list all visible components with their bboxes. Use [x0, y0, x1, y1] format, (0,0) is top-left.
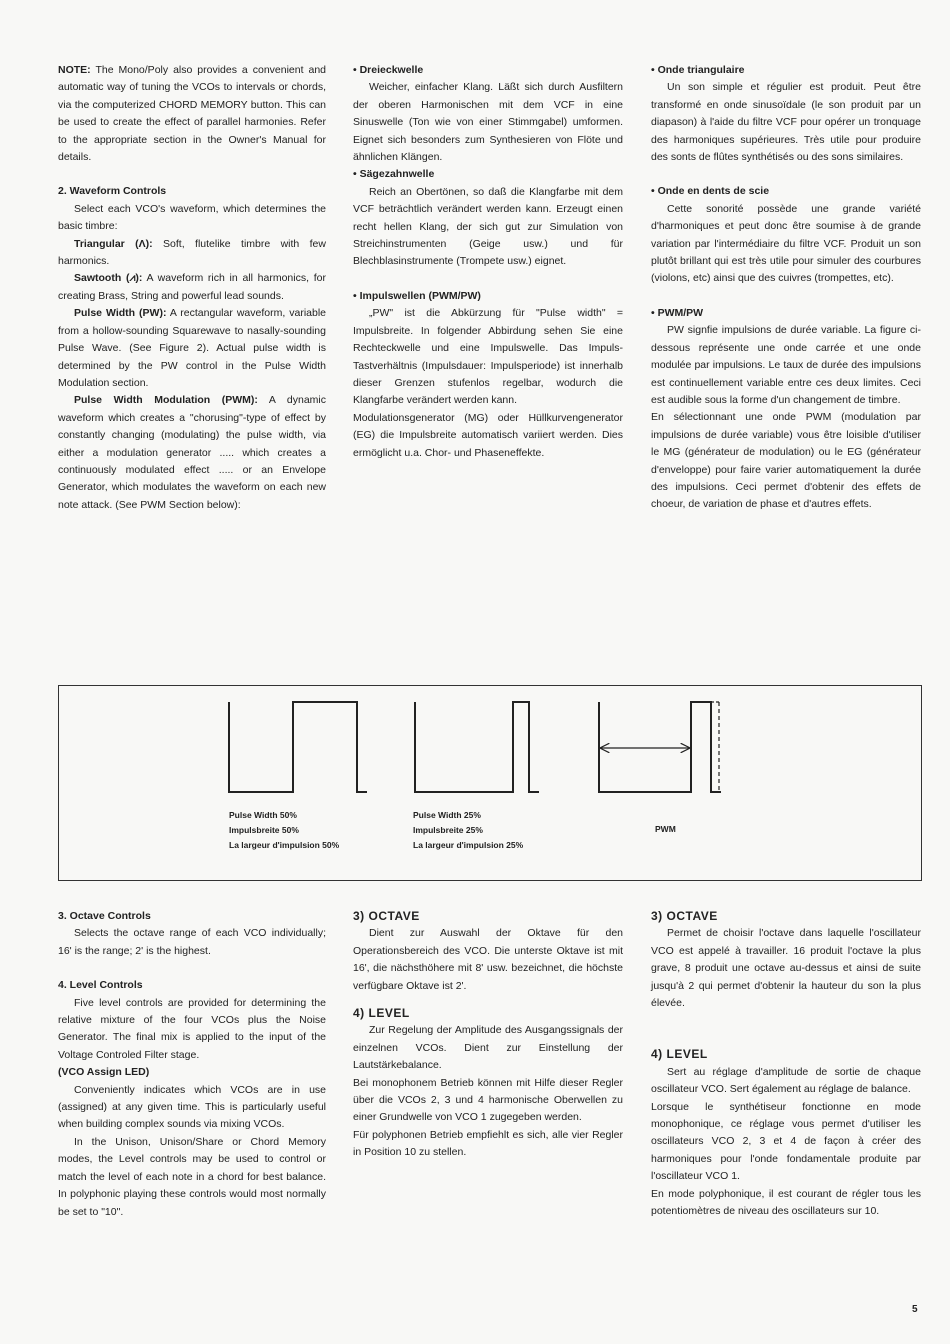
pwm-wave [599, 702, 721, 792]
caption-pulse-25: Pulse Width 25% Impulsbreite 25% La largeur d'impulsion 25% [413, 810, 524, 850]
saege-heading: • Sägezahnwelle [353, 168, 435, 181]
octave-heading-en: 3. Octave Controls [58, 910, 151, 922]
french-bottom-column [651, 908, 921, 1221]
level-text-fr: Sert au réglage d'amplitude de sortie de chaque oscillateur VCO. Sert également au réglage de balance. [651, 1065, 921, 1096]
pwm-text-1: PW signfie impulsions de durée variable. La figure ci-dessous représente une onde carrée et une onde modulée par impulsions. Le taux de durée des impulsions est continuellement variable entre ces deux limites. Ceci est audible sous la forme d'un changement de timbre. [651, 324, 921, 406]
onde-scie-text: Cette sonorité possède une grande variété d'harmoniques et peut donc être soumise à de grande variation par l'intermédiaire du filtre VCF. Produit un son plutôt brillant qui est très utile pour simuler des courbures (violons, etc) ainsi que des cuivres (trompettes, etc). [651, 202, 921, 285]
octave-text-de: Dient zur Auswahl der Oktave für den Operationsbereich des VCO. Die unterste Oktave ist mit 16', die nächsthöhere mit 8' usw. bezeichnet, die höchste verfügbare Oktave ist 2'. [353, 927, 623, 992]
level-text-en: Five level controls are provided for determining the relative mixture of the four VCOs plus the Noise Generator. The final mix is applied to the input of the Voltage Controled Filter stage. [58, 996, 326, 1061]
waveform-heading: 2. Waveform Controls [58, 185, 167, 198]
page-number: 5 [912, 1304, 918, 1315]
german-column [353, 62, 623, 462]
level-heading-de: 4) LEVEL [353, 1006, 410, 1021]
german-bottom-column [353, 908, 623, 1162]
level-text-fr-3: En mode polyphonique, il est courant de régler tous les potentiomètres de niveau des oscillateurs sur 10. [651, 1187, 921, 1218]
saege-text: Reich an Obertönen, so daß die Klangfarbe mit dem VCF beträchtlich verändert werden kann. Erzeugt einen recht hellen Klang, der sich gut zur Simulation von Streichinstrumenten (Geige usw.) und für Blechblasinstrumente (Trompete usw.) eignet. [353, 185, 623, 268]
english-bottom-column [58, 908, 326, 1221]
level-text-de-2: Bei monophonem Betrieb können mit Hilfe dieser Regler über die VCOs 2, 3 und 4 harmonische Oberwellen zu einer Grundwelle von VCO 1 zugegeben werden. [353, 1076, 623, 1124]
vco-led-heading: (VCO Assign LED) [58, 1066, 150, 1079]
pwm-paragraph: Pulse Width Modulation (PWM): A dynamic waveform which creates a "chorusing"-type of effect by constantly changing (modulating) the pulse width, via either a modulation generator ..... which creates a continuously modulated effect ..... or an Envelope Generator, which modulates the waveform on each new note attack. (See PWM Section below): [58, 394, 326, 511]
octave-text-en: Selects the octave range of each VCO individually; 16' is the range; 2' is the highest. [58, 927, 326, 957]
unison-text: In the Unison, Unison/Share or Chord Memory modes, the Level controls may be used to control or match the level of each note in a chord for best balance. In polyphonic playing these controls would most normally be set to "10". [58, 1135, 326, 1218]
vco-led-text: Conveniently indicates which VCOs are in use (assigned) at any given time. This is particularly useful when building complex sounds via mixing VCOs. [58, 1083, 326, 1131]
pwm-heading: • PWM/PW [651, 306, 704, 319]
triangular-paragraph: Triangular (Λ): Soft, flutelike timbre with few harmonics. [58, 237, 326, 268]
note-paragraph: NOTE: The Mono/Poly also provides a convenient and automatic way of tuning the VCOs to intervals or chords, via the computerized CHORD MEMORY button. This can be used to create the effect of parallel harmonies. Refer to the appropriate section in the Owner's Manual for details. [58, 64, 326, 164]
level-text-de-3: Für polyphonen Betrieb empfiehlt es sich, alle vier Regler in Position 10 zu stellen. [353, 1128, 623, 1159]
pwm-text-2: En sélectionnant une onde PWM (modulation par impulsions de durée variable) vous être loisible d'utiliser le MG (générateur de modulation) ou le EG (générateur d'enveloppe) pour faire varier automatiquement la durée des impulsions. Ceci permet d'obtenir des effets de choeur, de variation de phase et d'autres effets. [651, 411, 921, 511]
octave-heading-fr: 3) OCTAVE [651, 909, 718, 923]
pulse-25-wave [415, 702, 539, 792]
dreieck-text: Weicher, einfacher Klang. Läßt sich durch Ausfiltern der oberen Harmonischen mit dem VCF in eine Sinuswelle (Ton wie von einer Stimmgabel) umformen. Eignet sich besonders zum Synthesieren von Flöte und ähnlichen Klängen. [353, 81, 623, 164]
pulse-width-figure [58, 685, 922, 881]
octave-heading-de: 3) OCTAVE [353, 909, 420, 923]
level-text-de: Zur Regelung der Amplitude des Ausgangssignals der einzelnen VCOs. Dient zur Einstellung der Lautstärkebalance. [353, 1024, 623, 1072]
pw-paragraph: Pulse Width (PW): A rectangular waveform, variable from a hollow-sounding Squarewave to nasally-sounding Pulse Wave. (See Figure 2). Actual pulse width is determined by the PW control in the Pulse Width Modulation section. [58, 307, 327, 389]
impuls-text-2: Modulationsgenerator (MG) oder Hüllkurvengenerator (EG) die Impulsbreite automatisch variiert werden. Dies ermöglicht u.a. Chor- und Phaseneffekte. [353, 411, 623, 459]
onde-tri-heading: • Onde triangulaire [651, 64, 745, 76]
level-heading-en: 4. Level Controls [58, 979, 143, 992]
caption-pwm: PWM [655, 824, 676, 834]
impuls-heading: • Impulswellen (PWM/PW) [353, 289, 481, 302]
sawtooth-paragraph: Sawtooth (⩘): A waveform rich in all harmonics, for creating Brass, String and powerful lead sounds. [58, 272, 326, 302]
dreieck-heading: • Dreieckwelle [353, 64, 424, 76]
impuls-text: „PW" ist die Abkürzung für "Pulse width" = Impulsbreite. In folgender Abbirdung sehen Sie eine Rechteckwelle und eine Impulswelle. Das Impuls-Tastverhältnis (Impulsdauer: Impulsperiode) ist innerhalb dieser Grenzen stufenlos regelbar, wodurch die Klangfarbe verändert werden kann. [353, 307, 623, 407]
octave-text-fr: Permet de choisir l'octave dans laquelle l'oscillateur VCO est appelé à travailler. 16 produit l'octave la plus grave, 8 produit une octave au-dessus et ainsi de suite jusqu'à 2 qui permet d'obtenir la hauteur du son la plus élevée. [651, 927, 921, 1010]
onde-tri-text: Un son simple et régulier est produit. Peut être transformé en onde sinusoïdale (le son produit par un diapason) à l'aide du filtre VCF pour opérer un tronquage des harmoniques supérieures. Très utile pour produire des sonts de flûtes synthétisés ou des sons similaires. [651, 81, 921, 164]
level-text-fr-2: Lorsque le synthétiseur fonctionne en mode monophonique, ce réglage vous permet d'utiliser les oscillateurs VCO 2, 3 et 4 de façon à créer des harmoniques pour l'onde fondamentale produite par l'oscillateur VCO 1. [651, 1100, 921, 1183]
english-column [58, 62, 326, 514]
caption-pulse-50: Pulse Width 50% Impulsbreite 50% La largeur d'impulsion 50% [229, 810, 340, 850]
level-heading-fr: 4) LEVEL [651, 1047, 708, 1062]
onde-scie-heading: • Onde en dents de scie [651, 185, 770, 198]
french-column [651, 62, 921, 514]
waveform-intro: Select each VCO's waveform, which determines the basic timbre: [58, 202, 326, 233]
pulse-50-wave [229, 702, 367, 792]
